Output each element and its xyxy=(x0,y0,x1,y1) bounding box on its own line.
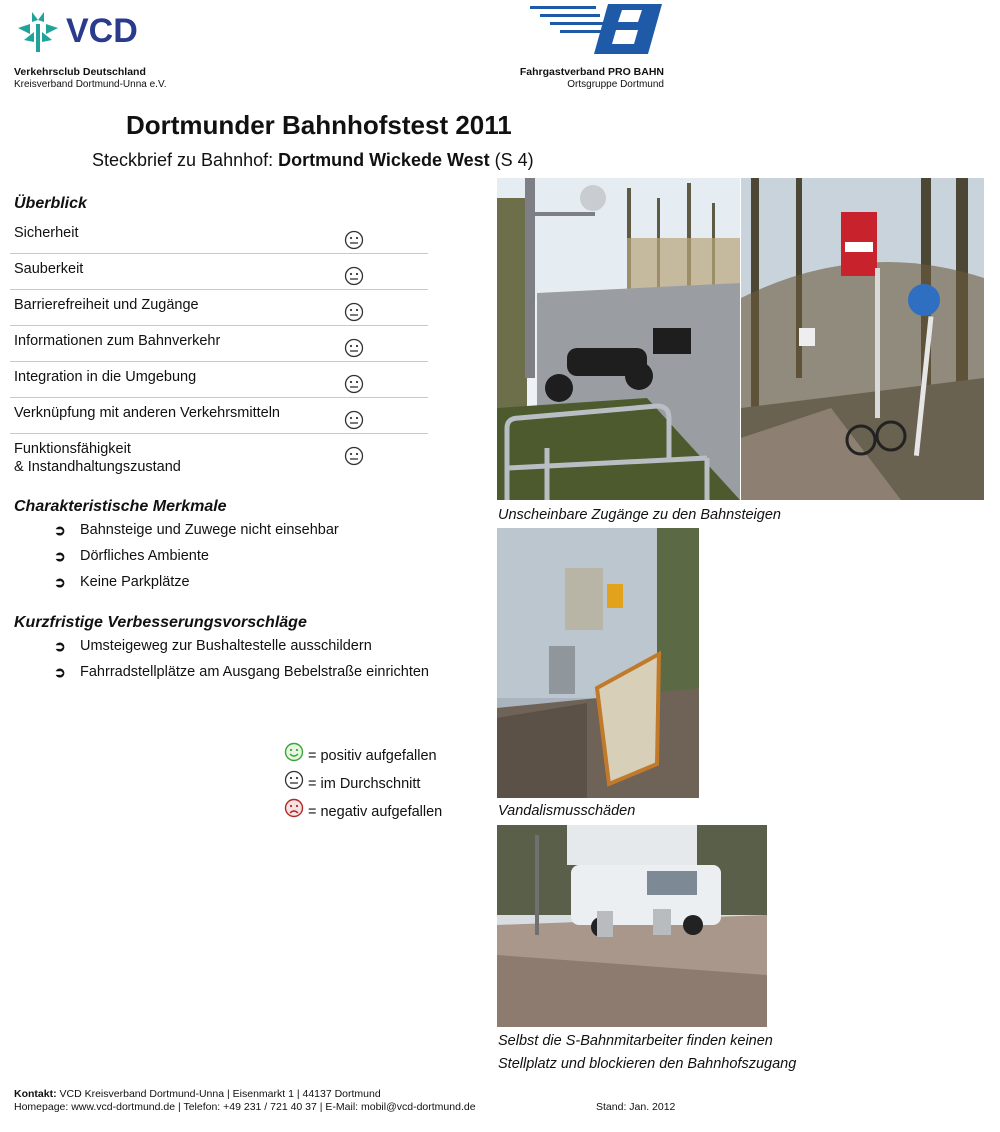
photo-caption-vandalism: Vandalismusschäden xyxy=(498,803,636,819)
positive-face-icon xyxy=(284,742,304,766)
overview-label: Verknüpfung mit anderen Verkehrsmitteln xyxy=(14,405,280,421)
neutral-face-icon xyxy=(344,302,364,327)
overview-row-sauberkeit xyxy=(10,254,428,290)
photo-path-with-sign xyxy=(741,178,984,500)
neutral-face-icon xyxy=(344,338,364,363)
list-item-text: Keine Parkplätze xyxy=(80,574,190,590)
list-item xyxy=(54,522,474,548)
neutral-face-icon xyxy=(284,770,304,794)
page-subtitle xyxy=(92,150,534,171)
vcd-logo-text: VCD xyxy=(66,12,138,50)
vcd-logo xyxy=(14,6,154,56)
overview-row-barrierefreiheit xyxy=(10,290,428,326)
vcd-org-branch: Kreisverband Dortmund-Unna e.V. xyxy=(14,79,167,90)
list-item xyxy=(54,638,474,664)
arrow-bullet-icon: ➲ xyxy=(54,638,66,654)
probahn-org-name: Fahrgastverband PRO BAHN xyxy=(519,66,664,78)
vcd-org-name: Verkehrsclub Deutschland xyxy=(14,66,146,78)
footer-date: Stand: Jan. 2012 xyxy=(596,1101,676,1113)
probahn-logo xyxy=(530,2,664,58)
arrow-bullet-icon: ➲ xyxy=(54,522,66,538)
subtitle-suffix: (S 4) xyxy=(489,150,534,170)
overview-row-verknuepfung xyxy=(10,398,428,434)
overview-row-sicherheit xyxy=(10,218,428,254)
footer-contact-label: Kontakt: xyxy=(14,1088,57,1100)
characteristics-heading: Charakteristische Merkmale xyxy=(14,498,227,515)
photo-van-blocking-access xyxy=(497,825,767,1027)
subtitle-prefix: Steckbrief zu Bahnhof: xyxy=(92,150,279,170)
list-item-text: Umsteigeweg zur Bushaltestelle ausschildern xyxy=(80,638,372,654)
neutral-face-icon xyxy=(344,374,364,399)
characteristics-list xyxy=(54,522,474,600)
overview-table xyxy=(10,218,428,482)
list-item xyxy=(54,574,474,600)
list-item-text: Bahnsteige und Zuwege nicht einsehbar xyxy=(80,522,339,538)
list-item xyxy=(54,664,474,690)
station-name: Dortmund Wickede West xyxy=(278,150,490,170)
overview-label: Informationen zum Bahnverkehr xyxy=(14,333,221,349)
suggestions-heading: Kurzfristige Verbesserungsvorschläge xyxy=(14,614,307,631)
photo-vandalism-damage xyxy=(497,528,699,798)
arrow-bullet-icon: ➲ xyxy=(54,664,66,680)
photo-bike-racks-access xyxy=(497,178,740,500)
overview-label: Barrierefreiheit und Zugänge xyxy=(14,297,199,313)
overview-label xyxy=(14,440,181,476)
overview-label: Integration in die Umgebung xyxy=(14,369,197,385)
legend-negative-text: = negativ aufgefallen xyxy=(308,804,443,820)
list-item-text: Dörfliches Ambiente xyxy=(80,548,209,564)
probahn-org-branch: Ortsgruppe Dortmund xyxy=(567,79,664,90)
overview-heading: Überblick xyxy=(14,195,87,212)
overview-row-informationen xyxy=(10,326,428,362)
legend-neutral-text: = im Durchschnitt xyxy=(308,776,421,792)
photo-caption-van-line1: Selbst die S-Bahnmitarbeiter finden keinen xyxy=(498,1033,773,1049)
overview-row-integration xyxy=(10,362,428,398)
arrow-bullet-icon: ➲ xyxy=(54,548,66,564)
list-item-text: Fahrradstellplätze am Ausgang Bebelstraße einrichten xyxy=(80,664,429,680)
footer-contact xyxy=(14,1088,381,1100)
overview-label: Sauberkeit xyxy=(14,261,84,277)
overview-row-funktionsfaehigkeit xyxy=(10,434,428,482)
footer-homepage: Homepage: www.vcd-dortmund.de | Telefon: +49 231 / 721 40 37 | E-Mail: mobil@vcd-dortmund.de xyxy=(14,1101,476,1113)
arrow-bullet-icon: ➲ xyxy=(54,574,66,590)
page-title: Dortmunder Bahnhofstest 2011 xyxy=(126,110,512,140)
overview-label-line2: & Instandhaltungszustand xyxy=(14,459,181,475)
neutral-face-icon xyxy=(344,230,364,255)
legend-positive-text: = positiv aufgefallen xyxy=(308,748,437,764)
neutral-face-icon xyxy=(344,446,364,471)
photo-caption-access: Unscheinbare Zugänge zu den Bahnsteigen xyxy=(498,507,781,523)
neutral-face-icon xyxy=(344,266,364,291)
suggestions-list xyxy=(54,638,474,690)
list-item xyxy=(54,548,474,574)
overview-label: Sicherheit xyxy=(14,225,79,241)
negative-face-icon xyxy=(284,798,304,822)
photo-caption-van-line2: Stellplatz und blockieren den Bahnhofszugang xyxy=(498,1056,797,1072)
overview-label-line1: Funktionsfähigkeit xyxy=(14,441,131,457)
neutral-face-icon xyxy=(344,410,364,435)
footer-contact-text: VCD Kreisverband Dortmund-Unna | Eisenmarkt 1 | 44137 Dortmund xyxy=(56,1088,381,1100)
